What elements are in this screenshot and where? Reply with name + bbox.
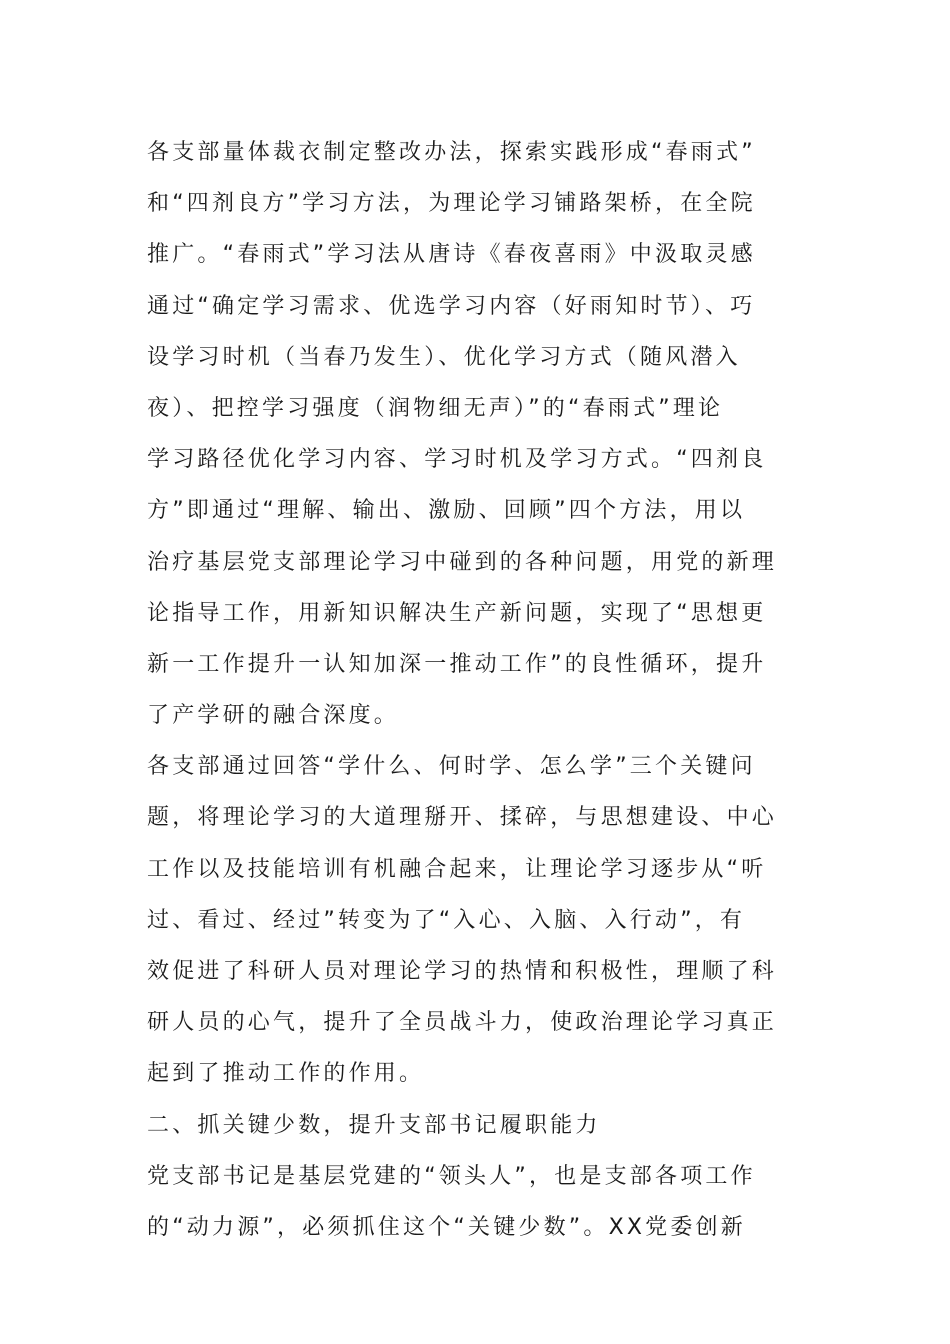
text-line: 起到了推动工作的作用。 [147, 1061, 425, 1087]
paragraph-3 [147, 1151, 807, 1253]
text-line: 论指导工作，用新知识解决生产新问题，实现了“思想更 [147, 600, 767, 626]
text-line: 各支部量体裁衣制定整改办法，探索实践形成“春雨式” [147, 140, 756, 165]
text-line: 题，将理论学习的大道理掰开、揉碎，与思想建设、中心 [147, 805, 778, 831]
text-line: 效促进了科研人员对理论学习的热情和积极性，理顺了科 [147, 959, 778, 984]
paragraph-1 [147, 127, 807, 741]
text-line: 工作以及技能培训有机融合起来，让理论学习逐步从“听 [147, 856, 767, 882]
text-line: 新一工作提升一认知加深一推动工作”的良性循环，提升 [147, 651, 767, 677]
text-line: 和“四剂良方”学习方法，为理论学习铺路架桥，在全院 [147, 191, 756, 217]
text-line: 通过“确定学习需求、优选学习内容（好雨知时节）、巧 [147, 293, 756, 319]
text-line: 各支部通过回答“学什么、何时学、怎么学”三个关键问 [147, 754, 756, 780]
document-body [147, 127, 807, 1253]
text-line: 研人员的心气，提升了全员战斗力，使政治理论学习真正 [147, 1010, 778, 1036]
text-line: 治疗基层党支部理论学习中碰到的各种问题，用党的新理 [147, 549, 778, 575]
paragraph-2 [147, 741, 807, 1099]
text-line: 过、看过、经过”转变为了“入心、入脑、入行动”，有 [147, 907, 746, 933]
text-line: 设学习时机（当春乃发生）、优化学习方式（随风潜入 [147, 344, 741, 370]
text-line: 学习路径优化学习内容、学习时机及学习方式。“四剂良 [147, 447, 767, 473]
text-line: 方”即通过“理解、输出、激励、回顾”四个方法，用以 [147, 498, 746, 524]
text-line: 夜）、把控学习强度（润物细无声）”的“春雨式”理论 [147, 395, 724, 421]
section-heading: 二、抓关键少数，提升支部书记履职能力 [147, 1112, 601, 1138]
text-line: 了产学研的融合深度。 [147, 703, 400, 729]
text-line: 的“动力源”，必须抓住这个“关键少数”。XX党委创新 [147, 1214, 746, 1240]
text-line: 党支部书记是基层党建的“领头人”，也是支部各项工作 [147, 1163, 756, 1189]
text-line: 推广。“春雨式”学习法从唐诗《春夜喜雨》中汲取灵感 [147, 242, 756, 268]
